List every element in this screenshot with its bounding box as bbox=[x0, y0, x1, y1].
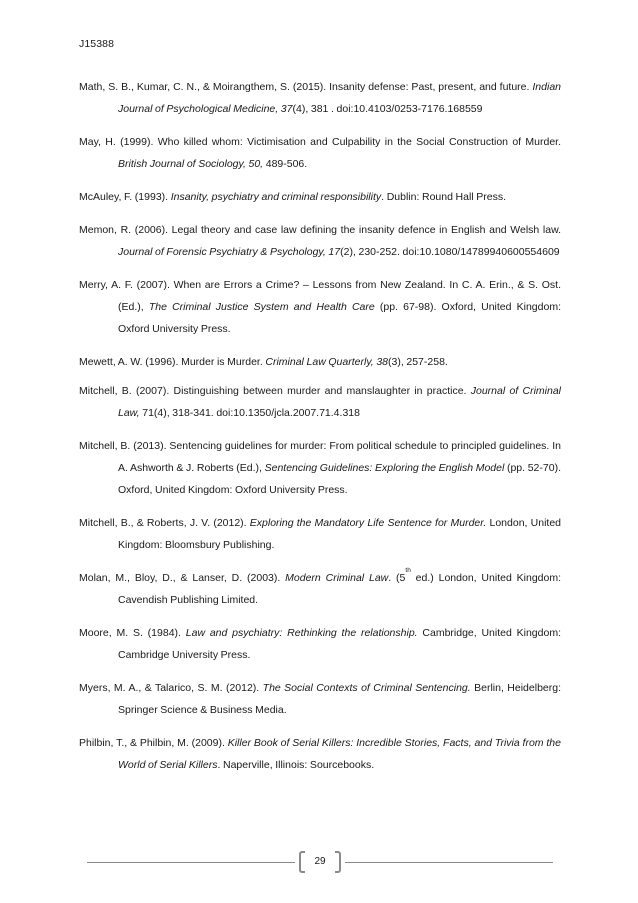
reference-text: 71(4), 318-341. doi:10.1350/jcla.2007.71.4.318 bbox=[139, 407, 360, 419]
reference-italic-title: Law and psychiatry: Rethinking the relationship. bbox=[185, 627, 418, 639]
reference-text: . Naperville, Illinois: Sourcebooks. bbox=[217, 759, 375, 771]
reference-text: May, H. (1999). Who killed whom: Victimisation and Culpability in the Social Construction of Murder. bbox=[79, 136, 561, 148]
reference-text: . (5 bbox=[388, 572, 406, 584]
reference-italic-title: Insanity, psychiatry and criminal responsibility bbox=[170, 191, 382, 203]
footer-rule-left bbox=[87, 862, 295, 863]
footer-bracket-right bbox=[335, 851, 341, 873]
reference-text: ed.) London, United Kingdom: Cavendish Publishing Limited. bbox=[118, 572, 562, 606]
reference-text: Memon, R. (2006). Legal theory and case law defining the insanity defence in English and Welsh law. bbox=[79, 224, 561, 236]
reference-text: (pp. 67-98). Oxford, United Kingdom: Oxford University Press. bbox=[118, 301, 561, 335]
reference-text: McAuley, F. (1993). bbox=[79, 191, 171, 203]
reference-italic-title: British Journal of Sociology, 50, bbox=[118, 158, 264, 170]
reference-entry bbox=[79, 219, 561, 263]
reference-text: London, United Kingdom: Bloomsbury Publishing. bbox=[118, 517, 561, 551]
reference-text: Moore, M. S. (1984). bbox=[79, 627, 186, 639]
reference-italic-title: Journal of Forensic Psychiatry & Psychology, 17 bbox=[118, 246, 341, 258]
reference-italic-title: Killer Book of Serial Killers: Incredible Stories, Facts, and Trivia from the World of Serial Killers bbox=[118, 737, 561, 771]
reference-entry bbox=[79, 567, 561, 611]
reference-entry bbox=[79, 622, 561, 666]
reference-entry bbox=[79, 380, 561, 424]
reference-text: Cambridge, United Kingdom: Cambridge University Press. bbox=[118, 627, 561, 661]
reference-text: Merry, A. F. (2007). When are Errors a Crime? – Lessons from New Zealand. In C. A. Erin., & S. Ost. (Ed.), bbox=[79, 279, 561, 313]
reference-text: . Dublin: Round Hall Press. bbox=[381, 191, 507, 203]
reference-italic-title: Criminal Law Quarterly, 38 bbox=[265, 356, 389, 368]
reference-entry bbox=[79, 186, 561, 208]
reference-superscript: th bbox=[405, 567, 411, 574]
reference-entry bbox=[79, 131, 561, 175]
reference-italic-title: The Criminal Justice System and Health Care bbox=[148, 301, 375, 313]
reference-italic-title: The Social Contexts of Criminal Sentencing. bbox=[262, 682, 471, 694]
reference-italic-title: Journal of Criminal Law, bbox=[118, 385, 561, 419]
page-footer bbox=[87, 849, 553, 877]
reference-entry bbox=[79, 435, 561, 501]
reference-entry bbox=[79, 76, 561, 120]
reference-text: Mitchell, B. (2007). Distinguishing between murder and manslaughter in practice. bbox=[79, 385, 471, 397]
reference-text: Myers, M. A., & Talarico, S. M. (2012). bbox=[79, 682, 263, 694]
reference-text: Math, S. B., Kumar, C. N., & Moirangthem, S. (2015). Insanity defense: Past, present, and future. bbox=[79, 81, 533, 93]
reference-italic-title: Indian Journal of Psychological Medicine, 37 bbox=[118, 81, 561, 115]
reference-list bbox=[79, 76, 561, 787]
reference-text: (pp. 52-70). Oxford, United Kingdom: Oxford University Press. bbox=[118, 462, 561, 496]
reference-text: 489-506. bbox=[263, 158, 308, 170]
reference-text: Mitchell, B. (2013). Sentencing guidelines for murder: From political schedule to principled guidelines. In A. Ashworth & J. Roberts (Ed.), bbox=[79, 440, 561, 474]
reference-text: Berlin, Heidelberg: Springer Science & Business Media. bbox=[118, 682, 561, 716]
reference-text: (3), 257-258. bbox=[388, 356, 448, 368]
reference-text: Molan, M., Bloy, D., & Lanser, D. (2003). bbox=[79, 572, 286, 584]
reference-entry bbox=[79, 677, 561, 721]
page-number: 29 bbox=[314, 856, 326, 867]
reference-text: Mitchell, B., & Roberts, J. V. (2012). bbox=[79, 517, 250, 529]
reference-text: (2), 230-252. doi:10.1080/14789940600554609 bbox=[340, 246, 560, 258]
reference-italic-title: Exploring the Mandatory Life Sentence for Murder. bbox=[249, 517, 487, 529]
reference-text: Mewett, A. W. (1996). Murder is Murder. bbox=[79, 356, 266, 368]
reference-italic-title: Sentencing Guidelines: Exploring the English Model bbox=[264, 462, 505, 474]
reference-entry bbox=[79, 732, 561, 776]
document-id: J15388 bbox=[79, 38, 115, 50]
reference-entry bbox=[79, 351, 561, 373]
reference-text: (4), 381 . doi:10.4103/0253-7176.168559 bbox=[292, 103, 483, 115]
reference-entry bbox=[79, 274, 561, 340]
reference-text: Philbin, T., & Philbin, M. (2009). bbox=[79, 737, 228, 749]
reference-italic-title: Modern Criminal Law bbox=[285, 572, 389, 584]
reference-entry bbox=[79, 512, 561, 556]
footer-rule-right bbox=[345, 862, 553, 863]
